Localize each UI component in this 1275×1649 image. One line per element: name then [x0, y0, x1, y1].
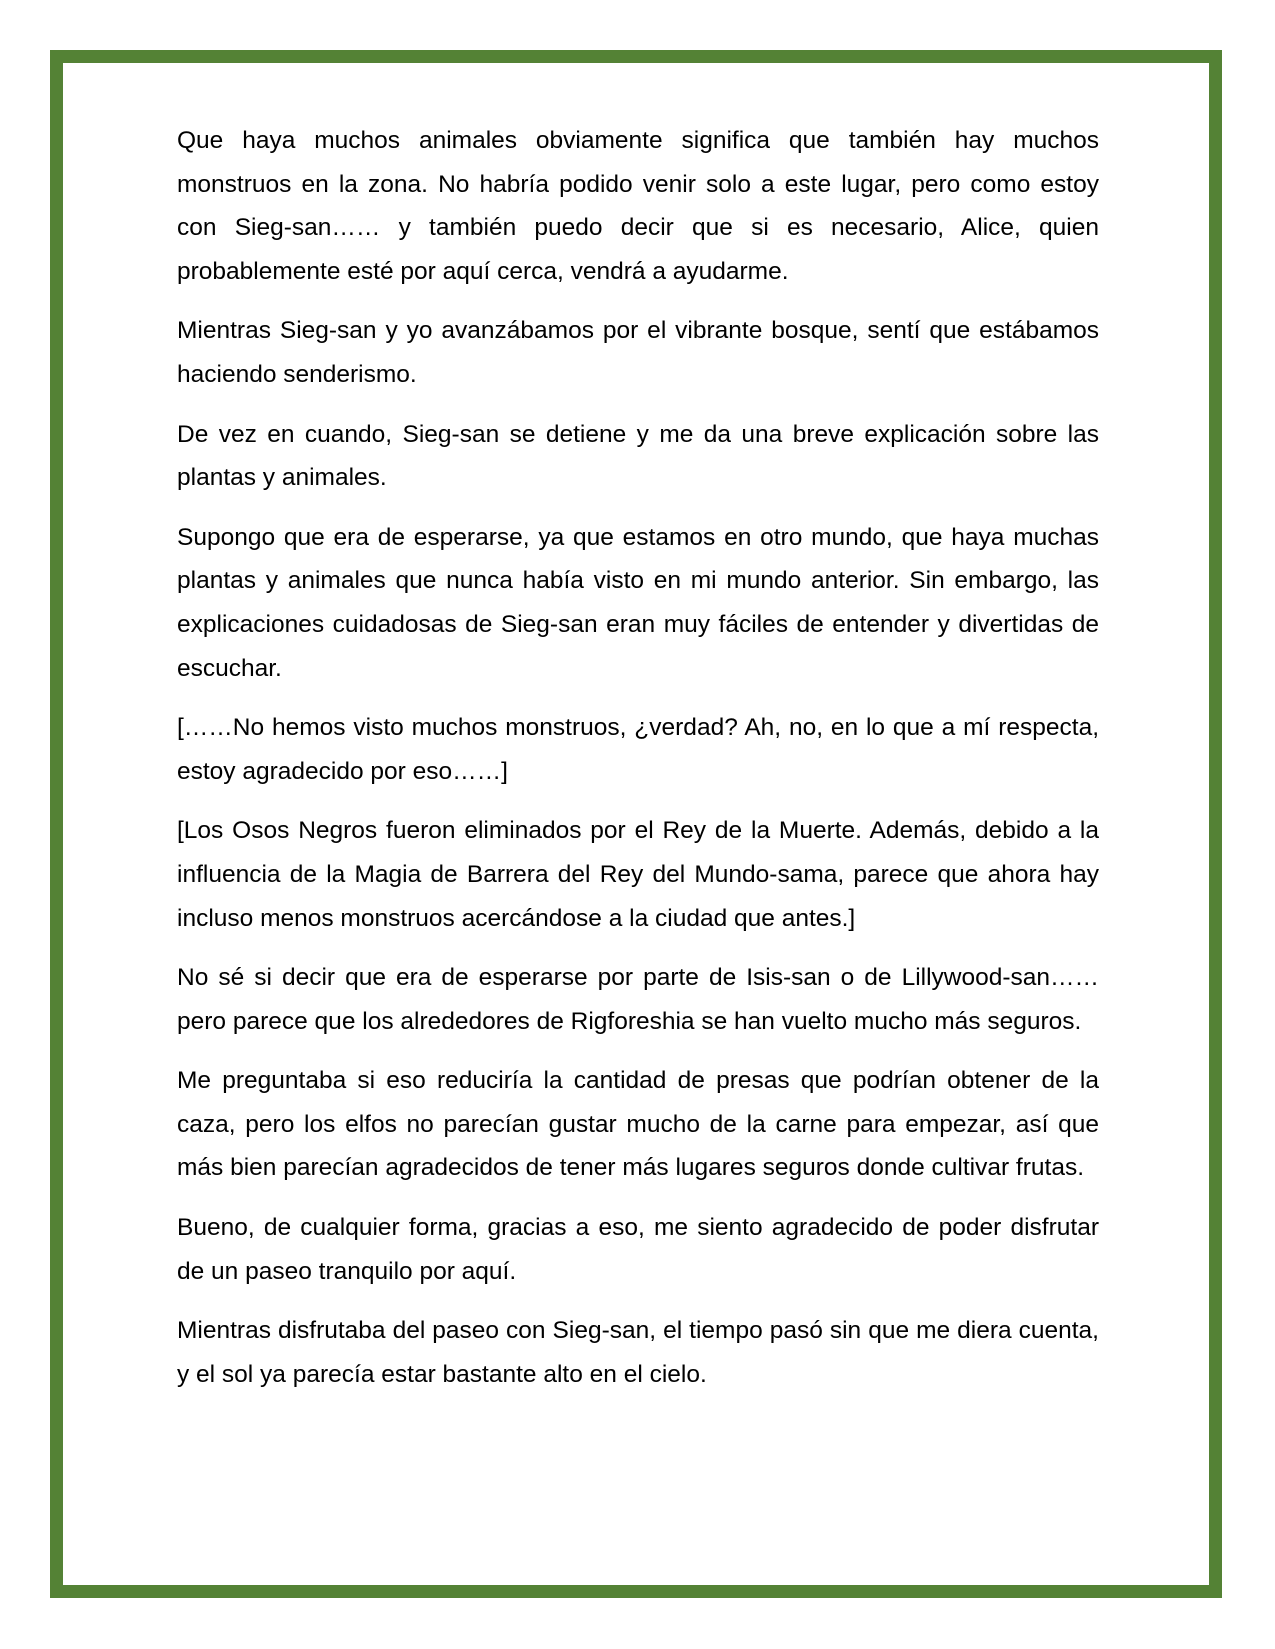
paragraph-4: Supongo que era de esperarse, ya que estamos en otro mundo, que haya muchas plantas y animales que nunca había visto en mi mundo anterior. Sin embargo, las explicaciones cuidadosas de Sieg-san eran muy fáciles de entender y divertidas de escuchar.: [177, 523, 1099, 682]
paragraph-3: De vez en cuando, Sieg-san se detiene y me da una breve explicación sobre las plantas y animales.: [177, 420, 1099, 492]
paragraph-5: [……No hemos visto muchos monstruos, ¿verdad? Ah, no, en lo que a mí respecta, estoy agradecido por eso……]: [177, 714, 1099, 785]
paragraph-6: [Los Osos Negros fueron eliminados por el Rey de la Muerte. Además, debido a la influencia de la Magia de Barrera del Rey del Mundo-sama, parece que ahora hay incluso menos monstruos acercándose a la ciudad que antes.]: [177, 817, 1099, 932]
document-body: [177, 119, 1099, 1412]
paragraph-2: Mientras Sieg-san y yo avanzábamos por el vibrante bosque, sentí que estábamos haciendo senderismo.: [177, 317, 1099, 388]
paragraph-1: Que haya muchos animales obviamente significa que también hay muchos monstruos en la zona. No habría podido venir solo a este lugar, pero como estoy con Sieg-san…… y también puedo decir que si es necesario, Alice, quien probablemente esté por aquí cerca, vendrá a ayudarme.: [177, 127, 1099, 285]
paragraph-9: Bueno, de cualquier forma, gracias a eso, me siento agradecido de poder disfrutar de un paseo tranquilo por aquí.: [177, 1214, 1099, 1285]
paragraph-7: No sé si decir que era de esperarse por parte de Isis-san o de Lillywood-san…… pero parece que los alrededores de Rigforeshia se han vuelto mucho más seguros.: [177, 964, 1099, 1035]
paragraph-10: Mientras disfrutaba del paseo con Sieg-san, el tiempo pasó sin que me diera cuenta, y el sol ya parecía estar bastante alto en el cielo.: [177, 1317, 1099, 1388]
paragraph-8: Me preguntaba si eso reduciría la cantidad de presas que podrían obtener de la caza, pero los elfos no parecían gustar mucho de la carne para empezar, así que más bien parecían agradecidos de tener más lugares seguros donde cultivar frutas.: [177, 1067, 1099, 1182]
